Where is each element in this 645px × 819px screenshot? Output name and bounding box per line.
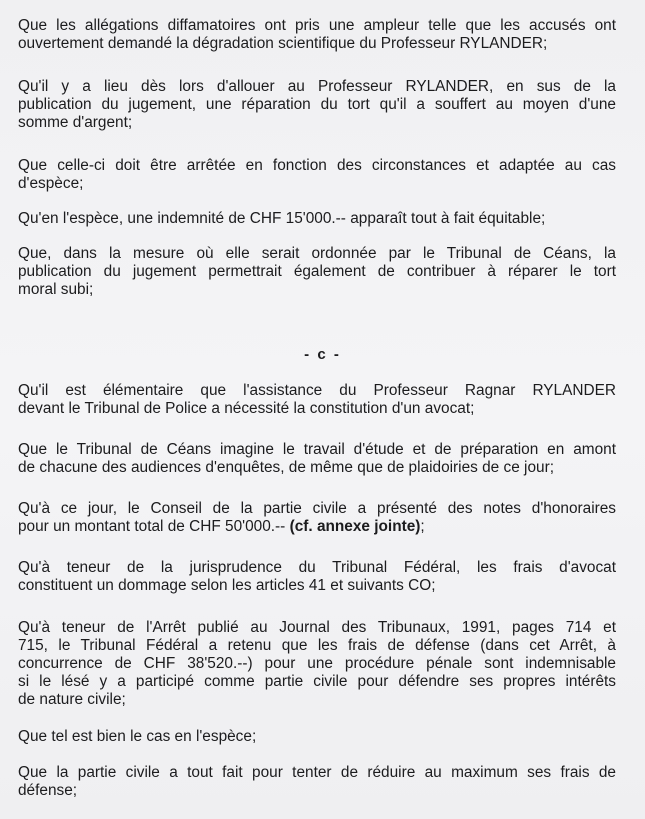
paragraph-line: Qu'en l'espèce, une indemnité de CHF 15'000.-- apparaît tout à fait équitable; xyxy=(18,210,546,227)
line-text: pour un montant total de CHF 50'000.-- xyxy=(18,518,290,535)
paragraph-line: Que tel est bien le cas en l'espèce; xyxy=(18,728,257,745)
paragraph-line: Qu'à teneur de la jurisprudence du Tribunal Fédéral, les frais d'avocat xyxy=(18,559,616,576)
paragraph-4 xyxy=(18,210,616,228)
paragraph-12 xyxy=(18,764,616,800)
paragraph-7 xyxy=(18,441,616,477)
paragraph-line-with-bold xyxy=(18,518,616,536)
paragraph-3 xyxy=(18,157,616,193)
paragraph-1 xyxy=(18,17,616,53)
annex-reference: (cf. annexe jointe) xyxy=(289,518,421,535)
paragraph-9 xyxy=(18,559,616,595)
paragraph-line: défense; xyxy=(18,782,78,799)
paragraph-2 xyxy=(18,78,616,132)
paragraph-line: somme d'argent; xyxy=(18,114,133,131)
section-marker: - c - xyxy=(304,346,341,363)
paragraph-line: Qu'à ce jour, le Conseil de la partie civile a présenté des notes d'honoraires xyxy=(18,500,616,517)
paragraph-line: d'espèce; xyxy=(18,175,84,192)
paragraph-line: Que, dans la mesure où elle serait ordonnée par le Tribunal de Céans, la xyxy=(18,245,616,262)
line-text: ; xyxy=(420,518,425,535)
paragraph-line: Que le Tribunal de Céans imagine le travail d'étude et de préparation en amont xyxy=(18,441,616,458)
paragraph-line: Qu'il y a lieu dès lors d'allouer au Professeur RYLANDER, en sus de la xyxy=(18,78,616,95)
paragraph-line: de chacune des audiences d'enquêtes, de même que de plaidoiries de ce jour; xyxy=(18,459,554,476)
paragraph-line: publication du jugement, une réparation du tort qu'il a souffert au moyen d'une xyxy=(18,96,616,113)
paragraph-line: si le lésé y a participé comme partie civile pour défendre ses propres intérêts xyxy=(18,673,616,690)
paragraph-line: de nature civile; xyxy=(18,691,126,708)
paragraph-6 xyxy=(18,382,616,418)
paragraph-11 xyxy=(18,728,616,746)
paragraph-line: Qu'à teneur de l'Arrêt publié au Journal des Tribunaux, 1991, pages 714 et xyxy=(18,619,616,636)
paragraph-line: devant le Tribunal de Police a nécessité la constitution d'un avocat; xyxy=(18,400,475,417)
paragraph-line: moral subi; xyxy=(18,281,94,298)
paragraph-line: constituent un dommage selon les articles 41 et suivants CO; xyxy=(18,577,436,594)
paragraph-line: Que la partie civile a tout fait pour tenter de réduire au maximum ses frais de xyxy=(18,764,616,781)
paragraph-line: 715, le Tribunal Fédéral a retenu que les frais de défense (dans cet Arrêt, à xyxy=(18,637,616,654)
paragraph-line: ouvertement demandé la dégradation scientifique du Professeur RYLANDER; xyxy=(18,35,548,52)
paragraph-line: concurrence de CHF 38'520.--) pour une procédure pénale sont indemnisable xyxy=(18,655,616,672)
paragraph-8 xyxy=(18,500,616,536)
paragraph-line: Que celle-ci doit être arrêtée en fonction des circonstances et adaptée au cas xyxy=(18,157,616,174)
paragraph-10 xyxy=(18,619,616,709)
paragraph-line: Qu'il est élémentaire que l'assistance du Professeur Ragnar RYLANDER xyxy=(18,382,616,399)
paragraph-line: Que les allégations diffamatoires ont pris une ampleur telle que les accusés ont xyxy=(18,17,616,34)
paragraph-5 xyxy=(18,245,616,299)
paragraph-line: publication du jugement permettrait également de contribuer à réparer le tort xyxy=(18,263,616,280)
